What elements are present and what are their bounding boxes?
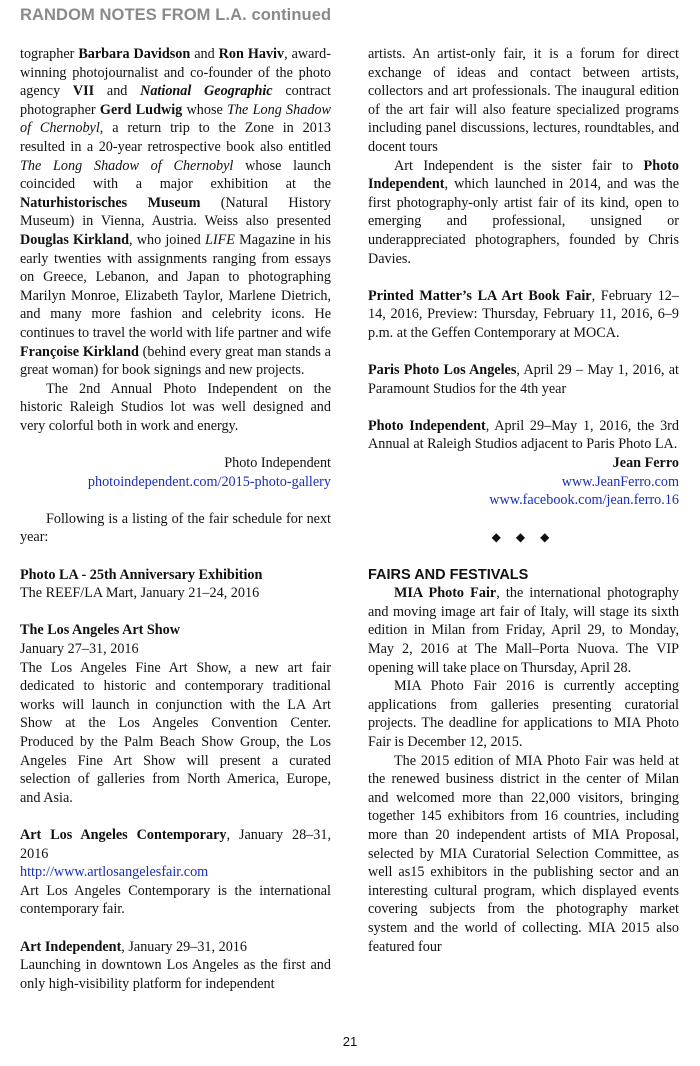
italic-title: The Long Shadow of Chernobyl: [20, 157, 234, 174]
italic-title: The Long Shadow of Chernobyl: [20, 101, 331, 137]
event-title: The Los Angeles Art Show: [20, 622, 181, 639]
page-number: 21: [342, 1034, 358, 1049]
italic-title: LIFE: [204, 231, 235, 248]
event-title: Printed Matter’s LA Art Book Fair: [368, 287, 592, 304]
event-date: January 27–31, 2016: [20, 641, 139, 657]
bold-name: Photo Independent: [368, 157, 679, 193]
event-listing: [20, 621, 331, 807]
event-description: Launching in downtown Los Angeles as the first and only high-visibility platform for independent: [20, 957, 331, 992]
event-listing: [368, 417, 679, 454]
bold-name: Gerd Ludwig: [99, 101, 183, 118]
author-website-link[interactable]: www.JeanFerro.com: [561, 473, 679, 490]
event-date: , January 29–31, 2016: [121, 938, 247, 955]
event-date: , January 28–31, 2016: [20, 826, 332, 862]
event-link[interactable]: http://www.artlosangelesfair.com: [20, 864, 209, 881]
author-facebook-link[interactable]: www.facebook.com/jean.ferro.16: [489, 492, 679, 509]
section-divider-icon: ◆ ◆ ◆: [491, 530, 556, 545]
bold-name: Ron Haviv: [218, 46, 285, 62]
event-description: , April 29 – May 1, 2016, at Paramount Studios for the 4th year: [368, 362, 679, 397]
bold-name: MIA Photo Fair: [394, 585, 497, 602]
article-paragraph: MIA Photo Fair 2016 is currently accepting applications from galleries presenting curatorial projects. The deadline for applications to MIA Photo Fair is December 12, 2015.: [368, 678, 679, 750]
event-detail: The REEF/LA Mart, January 21–24, 2016: [20, 585, 260, 602]
running-header: RANDOM NOTES FROM L.A. continued: [20, 6, 332, 24]
event-title: Art Los Angeles Contemporary: [20, 826, 227, 843]
bold-name: Douglas Kirkland: [20, 231, 130, 248]
bold-name: Françoise Kirkland: [20, 343, 139, 360]
listing-intro: Following is a listing of the fair schedule for next year:: [20, 510, 331, 546]
event-listing: [20, 566, 331, 603]
event-listing: [368, 361, 679, 398]
article-paragraph: artists. An artist-only fair, it is a forum for direct exchange of ideas and contact between artists, collectors and art professionals. The inaugural edition of the art fair will also feature specialized programs including panel discussions, lectures, roundtables, and docent tours: [368, 46, 679, 155]
event-listing: [368, 287, 679, 343]
event-title: Paris Photo Los Angeles: [368, 362, 517, 379]
article-paragraph: tographer Barbara Davidson and Ron Haviv, award-winning photojournalist and co-founder of the photo agency VII and National Geographic contract photographer Gerd Ludwig whose The Long Shadow of Chernobyl, a return trip to the Zone in 2013 resulted in a 20-year retrospective book also entitled The Long Shadow of Chernobyl whose launch coincided with a major exhibition at the Naturhistorisches Museum (Natural History Museum) in Vienna, Austria. Weiss also presented Douglas Kirkland, who joined LIFE Magazine in his early twenties with assignments ranging from essays on Greece, Lebanon, and Japan to photographing Marilyn Monroe, Elizabeth Taylor, Marlene Dietrich, and many more fashion and celebrity icons. He continues to travel the world with life partner and wife Françoise Kirkland (behind every great man stands a great woman) for book signings and new projects.: [20, 46, 331, 379]
article-paragraph: MIA Photo Fair, the international photography and moving image art fair of Italy, will stage its sixth edition in Milan from Friday, April 29, to Monday, May 2, 2016 at The Mall–Porta Nuova. The VIP opening will take place on Thursday, April 28.: [368, 585, 679, 676]
bold-name: VII: [72, 83, 95, 100]
event-description: , April 29–May 1, 2016, the 3rd Annual at Raleigh Studios adjacent to Paris Photo LA.: [368, 417, 679, 453]
author-name-text: Jean Ferro: [612, 455, 679, 472]
event-description: , February 12–14, 2016, Preview: Thursday, February 11, 2016, 6–9 p.m. at the Geffen Contemporary at MOCA.: [368, 287, 679, 341]
bold-italic-title: National Geographic: [140, 83, 273, 100]
bold-name: Naturhistorisches Museum: [20, 194, 201, 211]
article-paragraph: The 2015 edition of MIA Photo Fair was held at the renewed business district in the center of Milan and welcomed more than 22,000 visitors, bringing together 145 exhibitors from 16 countries, including more than 20 independent artists of MIA Proposal, selected by MIA Curatorial Selection Committee, as well as15 exhibitors in the publishing sector and an interesting cultural program, which displayed events covering subjects from the photography market system and the world of collecting. MIA 2015 also featured four: [368, 752, 679, 955]
event-listing: [20, 938, 331, 994]
event-description: Art Los Angeles Contemporary is the international contemporary fair.: [20, 882, 331, 918]
event-title: Photo Independent: [368, 417, 486, 434]
article-paragraph: The 2nd Annual Photo Independent on the historic Raleigh Studios lot was well designed and very colorful both in work and energy.: [20, 380, 331, 434]
bold-name: Barbara Davidson: [78, 46, 191, 62]
section-heading: FAIRS AND FESTIVALS: [368, 566, 529, 583]
event-title: Art Independent: [20, 938, 122, 955]
left-column: [20, 45, 331, 993]
article-paragraph: Art Independent is the sister fair to Photo Independent, which launched in 2014, and was the first photography-only artist fair of its kind, open to emerging and professional, unsigned or underappreciated photographers, founded by Chris Davies.: [368, 157, 679, 267]
right-column: [368, 45, 679, 956]
event-title: Photo LA - 25th Anniversary Exhibition: [20, 566, 263, 583]
credit-name: Photo Independent: [224, 455, 331, 472]
event-listing: [20, 826, 331, 919]
author-name: [368, 454, 679, 473]
credit-link[interactable]: photoindependent.com/2015-photo-gallery: [87, 473, 331, 490]
event-description: The Los Angeles Fine Art Show, a new art fair dedicated to historic and contemporary traditional works will launch in conjunction with the LA Art Show at the Los Angeles Convention Center. Produced by the Palm Beach Show Group, the Los Angeles Fine Art Show will present a curated selection of galleries from North America, Europe, and Asia.: [20, 659, 331, 806]
